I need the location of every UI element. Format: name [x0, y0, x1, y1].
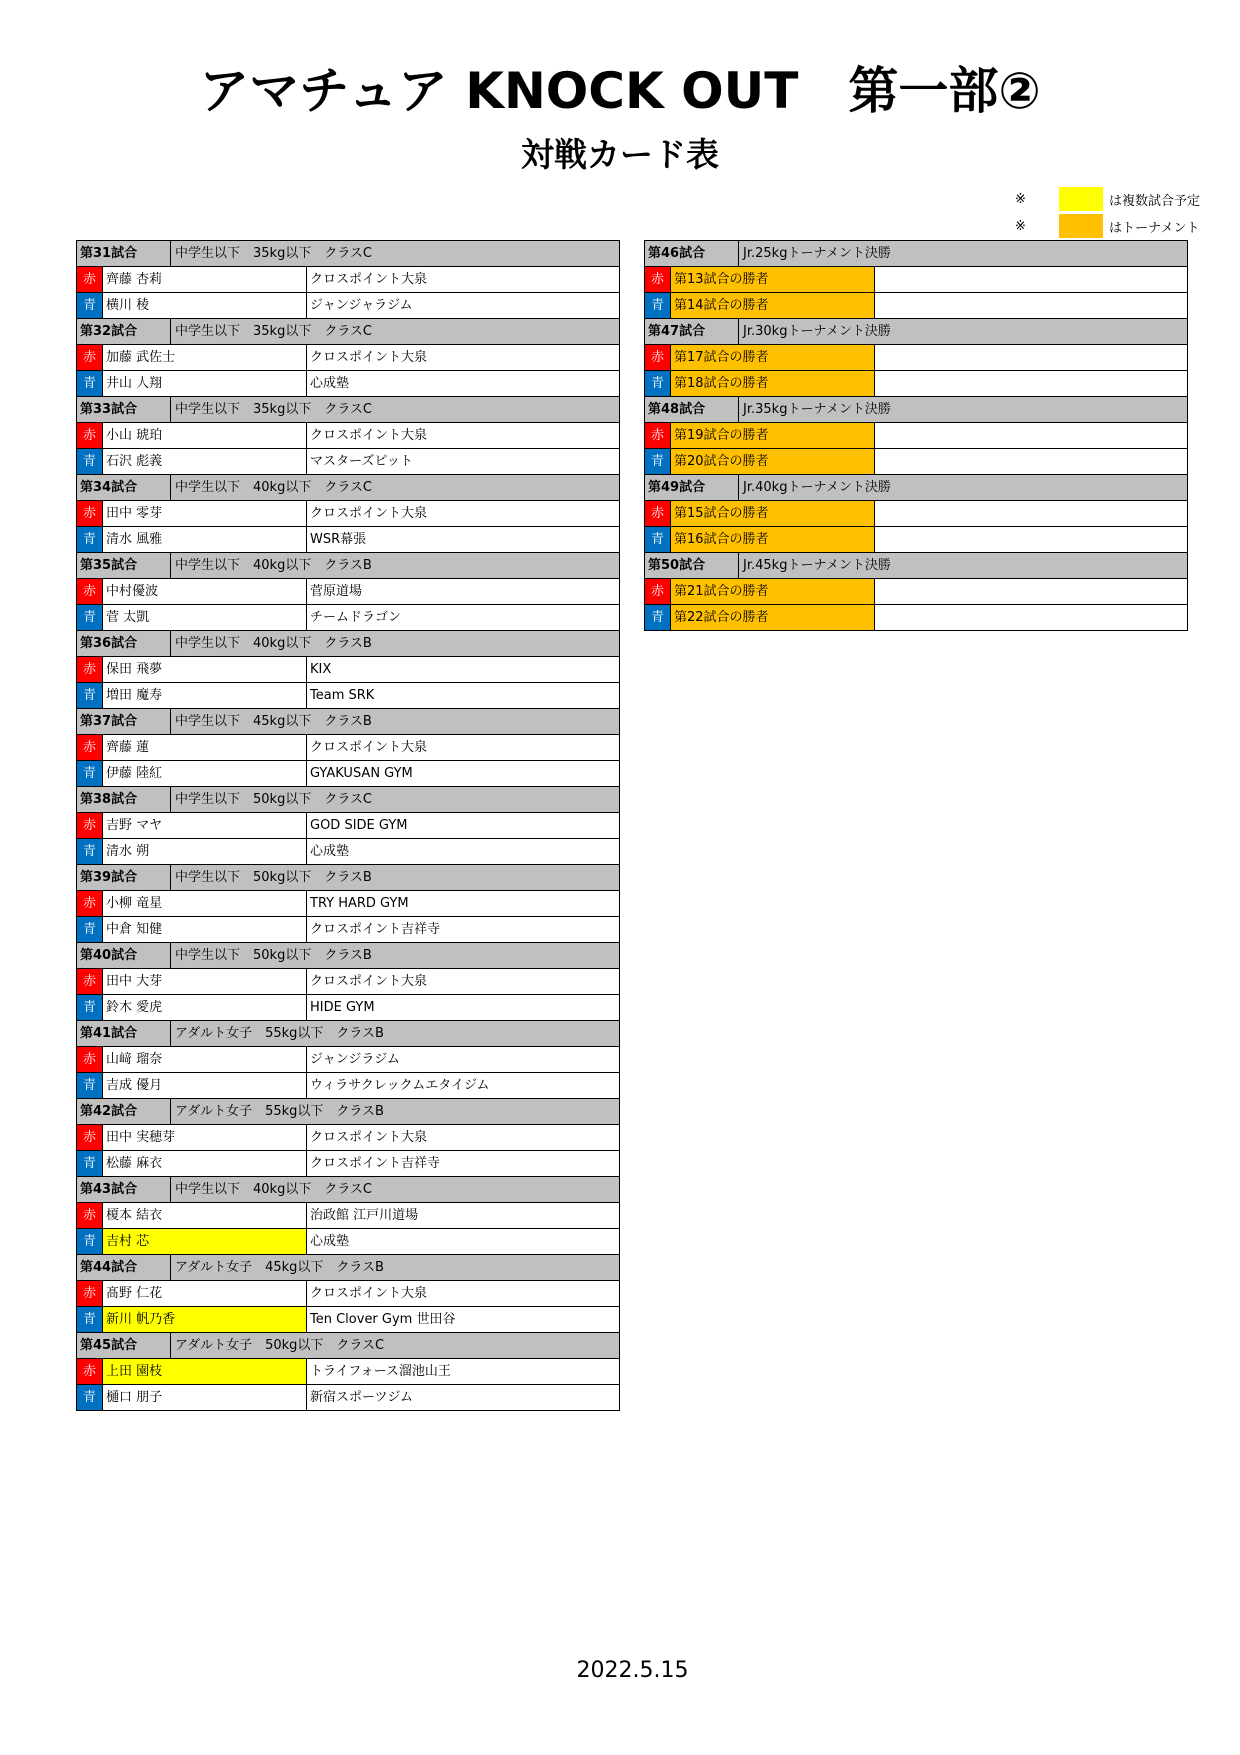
- legend-mark: ※: [1015, 191, 1026, 207]
- fighter-row-red: [77, 891, 619, 917]
- match-category: アダルト女子 55kg以下 クラスB: [175, 1104, 384, 1119]
- fighter-name: 田中 零芽: [103, 501, 307, 526]
- match-category: 中学生以下 50kg以下 クラスB: [175, 870, 372, 885]
- fighter-name: 横川 稜: [103, 293, 307, 318]
- corner-red: 赤: [645, 423, 671, 448]
- match-number: 第50試合: [645, 553, 739, 578]
- fighter-gym: クロスポイント大泉: [310, 428, 428, 443]
- fighter-row-blue: [77, 995, 619, 1021]
- fighter-gym: チームドラゴン: [310, 610, 402, 625]
- fighter-name: 松藤 麻衣: [103, 1151, 307, 1176]
- fighter-row-blue: [77, 1229, 619, 1255]
- match-header: [77, 1099, 619, 1125]
- fighter-name: 第21試合の勝者: [671, 579, 875, 604]
- match-category: アダルト女子 50kg以下 クラスC: [175, 1338, 385, 1353]
- fighter-row-blue: [77, 761, 619, 787]
- corner-blue: 青: [77, 761, 103, 786]
- fighter-row-red: [77, 423, 619, 449]
- fighter-row-blue: [645, 605, 1187, 631]
- fighter-gym: Team SRK: [310, 688, 375, 703]
- fighter-name: 吉成 優月: [103, 1073, 307, 1098]
- match-header: [645, 241, 1187, 267]
- fighter-row-red: [77, 1203, 619, 1229]
- corner-blue: 青: [77, 1385, 103, 1410]
- legend-tournament: [1015, 213, 1199, 239]
- fighter-gym: GOD SIDE GYM: [310, 818, 408, 833]
- match-category: Jr.30kgトーナメント決勝: [743, 324, 891, 339]
- fighter-row-red: [645, 345, 1187, 371]
- fighter-row-red: [645, 267, 1187, 293]
- match-header: [645, 397, 1187, 423]
- match-category: 中学生以下 40kg以下 クラスB: [175, 636, 372, 651]
- match-number: 第39試合: [77, 865, 171, 890]
- match-number: 第33試合: [77, 397, 171, 422]
- match-header: [77, 475, 619, 501]
- corner-blue: 青: [645, 371, 671, 396]
- fighter-gym: 治政館 江戸川道場: [310, 1208, 419, 1223]
- fighter-row-blue: [77, 527, 619, 553]
- match-header: [645, 319, 1187, 345]
- fighter-row-red: [77, 345, 619, 371]
- corner-red: 赤: [77, 735, 103, 760]
- fighter-name: 井山 人翔: [103, 371, 307, 396]
- corner-red: 赤: [77, 1047, 103, 1072]
- corner-red: 赤: [77, 891, 103, 916]
- fighter-row-red: [77, 969, 619, 995]
- match-category: 中学生以下 40kg以下 クラスB: [175, 558, 372, 573]
- corner-blue: 青: [645, 293, 671, 318]
- corner-red: 赤: [77, 267, 103, 292]
- fighter-gym: Ten Clover Gym 世田谷: [310, 1312, 456, 1327]
- fighter-gym: 菅原道場: [310, 584, 363, 599]
- corner-red: 赤: [645, 345, 671, 370]
- fighter-gym: KIX: [310, 662, 332, 677]
- fighter-name: 小山 琥珀: [103, 423, 307, 448]
- fighter-gym: クロスポイント大泉: [310, 974, 428, 989]
- match-number: 第34試合: [77, 475, 171, 500]
- fighter-row-red: [77, 657, 619, 683]
- match-number: 第36試合: [77, 631, 171, 656]
- fighter-name: 吉村 芯: [103, 1229, 307, 1254]
- fighter-gym: ウィラサクレックムエタイジム: [310, 1078, 490, 1093]
- fighter-row-red: [77, 1125, 619, 1151]
- right-match-table: [644, 240, 1188, 631]
- fighter-gym: 心成塾: [310, 376, 350, 391]
- fighter-name: 第17試合の勝者: [671, 345, 875, 370]
- fighter-name: 榎本 結衣: [103, 1203, 307, 1228]
- fighter-gym: [875, 293, 1187, 318]
- fighter-gym: クロスポイント吉祥寺: [310, 1156, 441, 1171]
- fighter-name: 上田 園枝: [103, 1359, 307, 1384]
- corner-blue: 青: [77, 1151, 103, 1176]
- fighter-gym: クロスポイント大泉: [310, 1286, 428, 1301]
- match-header: [77, 1255, 619, 1281]
- fighter-row-red: [77, 1281, 619, 1307]
- fighter-name: 吉野 マヤ: [103, 813, 307, 838]
- fighter-gym: GYAKUSAN GYM: [310, 766, 413, 781]
- fighter-row-blue: [77, 1307, 619, 1333]
- match-number: 第31試合: [77, 241, 171, 266]
- fighter-gym: ジャンジラジム: [310, 1052, 400, 1067]
- fighter-row-blue: [77, 1073, 619, 1099]
- match-category: Jr.40kgトーナメント決勝: [743, 480, 891, 495]
- left-match-table: [76, 240, 620, 1411]
- fighter-name: 齊藤 杏莉: [103, 267, 307, 292]
- match-category: 中学生以下 40kg以下 クラスC: [175, 1182, 373, 1197]
- fighter-gym: クロスポイント大泉: [310, 272, 428, 287]
- fighter-name: 山﨑 瑠奈: [103, 1047, 307, 1072]
- corner-blue: 青: [645, 527, 671, 552]
- fighter-gym: トライフォース溜池山王: [310, 1364, 451, 1379]
- fighter-name: 伊藤 陸紅: [103, 761, 307, 786]
- fighter-row-red: [77, 501, 619, 527]
- match-header: [77, 319, 619, 345]
- fighter-name: 第15試合の勝者: [671, 501, 875, 526]
- fighter-gym: [875, 267, 1187, 292]
- corner-red: 赤: [77, 1125, 103, 1150]
- corner-blue: 青: [645, 605, 671, 630]
- match-header: [645, 553, 1187, 579]
- match-number: 第48試合: [645, 397, 739, 422]
- fighter-gym: [875, 579, 1187, 604]
- fighter-name: 中村優波: [103, 579, 307, 604]
- match-header: [77, 397, 619, 423]
- fighter-row-blue: [77, 293, 619, 319]
- fighter-name: 加藤 武佐士: [103, 345, 307, 370]
- match-category: 中学生以下 50kg以下 クラスC: [175, 792, 373, 807]
- fighter-name: 第20試合の勝者: [671, 449, 875, 474]
- match-header: [77, 709, 619, 735]
- corner-blue: 青: [77, 1073, 103, 1098]
- fighter-name: 鈴木 愛虎: [103, 995, 307, 1020]
- fighter-gym: 心成塾: [310, 1234, 350, 1249]
- fighter-row-blue: [77, 917, 619, 943]
- corner-blue: 青: [77, 683, 103, 708]
- fighter-gym: [875, 371, 1187, 396]
- match-category: 中学生以下 35kg以下 クラスC: [175, 402, 373, 417]
- fighter-gym: 心成塾: [310, 844, 350, 859]
- corner-blue: 青: [77, 839, 103, 864]
- fighter-row-red: [645, 501, 1187, 527]
- fighter-gym: WSR幕張: [310, 532, 367, 547]
- fighter-row-blue: [645, 527, 1187, 553]
- fighter-row-red: [77, 579, 619, 605]
- legend-swatch-multi: [1059, 187, 1103, 211]
- fighter-gym: クロスポイント大泉: [310, 740, 428, 755]
- fighter-gym: [875, 501, 1187, 526]
- match-header: [645, 475, 1187, 501]
- fighter-name: 髙野 仁花: [103, 1281, 307, 1306]
- match-number: 第49試合: [645, 475, 739, 500]
- match-category: Jr.35kgトーナメント決勝: [743, 402, 891, 417]
- fighter-name: 第19試合の勝者: [671, 423, 875, 448]
- corner-blue: 青: [77, 293, 103, 318]
- fighter-gym: ジャンジャラジム: [310, 298, 413, 313]
- fighter-row-blue: [77, 683, 619, 709]
- fighter-row-red: [77, 735, 619, 761]
- corner-blue: 青: [77, 1307, 103, 1332]
- match-number: 第35試合: [77, 553, 171, 578]
- match-category: Jr.45kgトーナメント決勝: [743, 558, 891, 573]
- match-header: [77, 553, 619, 579]
- match-number: 第38試合: [77, 787, 171, 812]
- match-header: [77, 1021, 619, 1047]
- page-subtitle: 対戦カード表: [521, 135, 719, 174]
- corner-blue: 青: [77, 605, 103, 630]
- fighter-row-blue: [77, 371, 619, 397]
- match-number: 第45試合: [77, 1333, 171, 1358]
- fighter-gym: 新宿スポーツジム: [310, 1390, 413, 1405]
- match-header: [77, 241, 619, 267]
- corner-red: 赤: [645, 579, 671, 604]
- fighter-row-red: [77, 1047, 619, 1073]
- fighter-row-blue: [77, 839, 619, 865]
- fighter-name: 小柳 竜星: [103, 891, 307, 916]
- fighter-name: 第13試合の勝者: [671, 267, 875, 292]
- legend-swatch-tournament: [1059, 214, 1103, 238]
- document-date: 2022.5.15: [576, 1658, 689, 1683]
- corner-red: 赤: [77, 423, 103, 448]
- corner-red: 赤: [77, 579, 103, 604]
- legend-text: は複数試合予定: [1109, 193, 1201, 209]
- match-header: [77, 1333, 619, 1359]
- fighter-row-red: [645, 423, 1187, 449]
- fighter-gym: クロスポイント吉祥寺: [310, 922, 441, 937]
- corner-red: 赤: [77, 1359, 103, 1384]
- fighter-name: 樋口 朋子: [103, 1385, 307, 1410]
- fighter-name: 中倉 知健: [103, 917, 307, 942]
- fighter-name: 第18試合の勝者: [671, 371, 875, 396]
- fighter-name: 第14試合の勝者: [671, 293, 875, 318]
- page-title: アマチュア KNOCK OUT 第一部②: [199, 62, 1041, 120]
- match-header: [77, 943, 619, 969]
- fighter-row-blue: [77, 1385, 619, 1411]
- fighter-name: 新川 帆乃香: [103, 1307, 307, 1332]
- match-header: [77, 787, 619, 813]
- fighter-row-blue: [77, 605, 619, 631]
- match-category: 中学生以下 35kg以下 クラスC: [175, 246, 373, 261]
- fighter-row-blue: [645, 449, 1187, 475]
- corner-blue: 青: [645, 449, 671, 474]
- match-number: 第40試合: [77, 943, 171, 968]
- fighter-name: 田中 実穂芽: [103, 1125, 307, 1150]
- match-number: 第32試合: [77, 319, 171, 344]
- fighter-row-blue: [77, 449, 619, 475]
- match-category: 中学生以下 50kg以下 クラスB: [175, 948, 372, 963]
- corner-red: 赤: [645, 501, 671, 526]
- corner-blue: 青: [77, 1229, 103, 1254]
- match-number: 第43試合: [77, 1177, 171, 1202]
- match-number: 第46試合: [645, 241, 739, 266]
- fighter-gym: クロスポイント大泉: [310, 1130, 428, 1145]
- legend-text: はトーナメント: [1109, 220, 1200, 236]
- fighter-gym: マスターズピット: [310, 454, 413, 469]
- fighter-row-red: [77, 1359, 619, 1385]
- fighter-name: 清水 風雅: [103, 527, 307, 552]
- corner-red: 赤: [77, 813, 103, 838]
- fighter-name: 菅 太凱: [103, 605, 307, 630]
- fighter-name: 増田 魔寿: [103, 683, 307, 708]
- fighter-name: 清水 朔: [103, 839, 307, 864]
- fighter-gym: クロスポイント大泉: [310, 350, 428, 365]
- match-category: 中学生以下 35kg以下 クラスC: [175, 324, 373, 339]
- corner-blue: 青: [77, 527, 103, 552]
- match-number: 第44試合: [77, 1255, 171, 1280]
- fighter-row-blue: [645, 371, 1187, 397]
- fighter-row-blue: [77, 1151, 619, 1177]
- match-number: 第37試合: [77, 709, 171, 734]
- fighter-row-red: [77, 267, 619, 293]
- fighter-name: 第22試合の勝者: [671, 605, 875, 630]
- fighter-gym: [875, 449, 1187, 474]
- match-header: [77, 631, 619, 657]
- fighter-gym: クロスポイント大泉: [310, 506, 428, 521]
- corner-blue: 青: [77, 917, 103, 942]
- match-header: [77, 1177, 619, 1203]
- fighter-row-red: [77, 813, 619, 839]
- corner-red: 赤: [77, 345, 103, 370]
- fighter-gym: TRY HARD GYM: [310, 896, 409, 911]
- fighter-name: 齊藤 蓮: [103, 735, 307, 760]
- corner-red: 赤: [77, 1281, 103, 1306]
- corner-blue: 青: [77, 371, 103, 396]
- match-number: 第47試合: [645, 319, 739, 344]
- match-category: Jr.25kgトーナメント決勝: [743, 246, 891, 261]
- corner-blue: 青: [77, 995, 103, 1020]
- fighter-row-blue: [645, 293, 1187, 319]
- fighter-name: 田中 大芽: [103, 969, 307, 994]
- match-category: アダルト女子 45kg以下 クラスB: [175, 1260, 384, 1275]
- fighter-gym: [875, 423, 1187, 448]
- corner-red: 赤: [77, 657, 103, 682]
- fighter-row-red: [645, 579, 1187, 605]
- fighter-name: 第16試合の勝者: [671, 527, 875, 552]
- match-number: 第41試合: [77, 1021, 171, 1046]
- fighter-gym: HIDE GYM: [310, 1000, 375, 1015]
- corner-red: 赤: [77, 1203, 103, 1228]
- fighter-gym: [875, 345, 1187, 370]
- fighter-name: 石沢 彪義: [103, 449, 307, 474]
- match-category: アダルト女子 55kg以下 クラスB: [175, 1026, 384, 1041]
- fighter-name: 保田 飛夢: [103, 657, 307, 682]
- legend-multi: [1015, 186, 1200, 212]
- corner-red: 赤: [77, 969, 103, 994]
- corner-blue: 青: [77, 449, 103, 474]
- legend-mark: ※: [1015, 218, 1026, 234]
- match-category: 中学生以下 45kg以下 クラスB: [175, 714, 372, 729]
- corner-red: 赤: [645, 267, 671, 292]
- fighter-gym: [875, 527, 1187, 552]
- match-number: 第42試合: [77, 1099, 171, 1124]
- corner-red: 赤: [77, 501, 103, 526]
- fighter-gym: [875, 605, 1187, 630]
- match-header: [77, 865, 619, 891]
- match-category: 中学生以下 40kg以下 クラスC: [175, 480, 373, 495]
